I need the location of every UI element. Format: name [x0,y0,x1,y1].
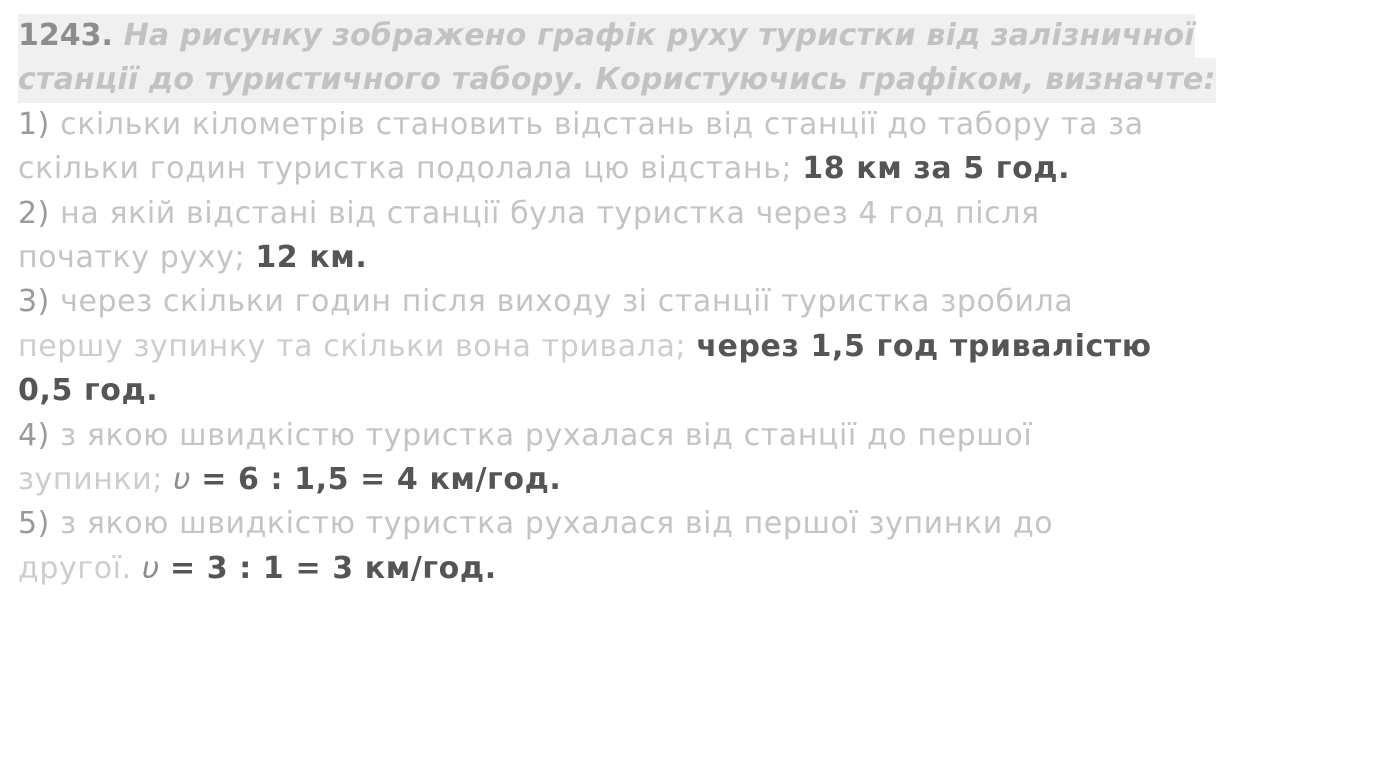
item-1-question-2: скільки годин туристка подолала цю відстань; [18,151,793,187]
item-5-answer: = 3 : 1 = 3 км/год. [169,550,497,586]
item-5-speed-symbol: υ [141,550,160,586]
item-3-question-1: через скільки годин після виходу зі станції туристка зробила [60,284,1074,320]
item-4-answer: = 6 : 1,5 = 4 км/год. [201,461,562,497]
item-3-line-2 [18,325,1372,369]
item-3-line-1 [18,280,1372,324]
item-3-answer: через 1,5 год тривалістю [696,328,1152,364]
exercise-heading-line-1 [18,14,1372,58]
item-4-line-2 [18,458,1372,502]
item-4-question-2: зупинки; [18,461,163,497]
item-1-marker: 1) [18,106,50,142]
item-2-line-1 [18,192,1372,236]
item-5-marker: 5) [18,506,50,542]
item-5-question-2: другої. [18,550,132,586]
item-5-line-1 [18,502,1372,546]
item-2-question-2: початку руху; [18,239,246,275]
item-1-line-2 [18,147,1372,191]
item-3-question-2: першу зупинку та скільки вона тривала; [18,328,687,364]
item-1-question-1: скільки кілометрів становить відстань від станції до табору та за [60,106,1144,142]
exercise-number: 1243. [18,18,113,53]
item-2-line-2 [18,236,1372,280]
item-2-question-1: на якій відстані від станції була туристка через 4 год після [60,195,1040,231]
item-5-line-2 [18,547,1372,591]
item-2-marker: 2) [18,195,50,231]
exercise-block [18,14,1372,591]
heading-text-2: станції до туристичного табору. Користуючись графіком, визначте: [18,58,1216,102]
item-1-line-1 [18,103,1372,147]
item-1-answer: 18 км за 5 год. [802,151,1071,187]
item-3-marker: 3) [18,284,50,320]
heading-text-1: На рисунку зображено графік руху туристки від залізничної [123,18,1195,53]
item-2-answer: 12 км. [255,239,368,275]
item-4-line-1 [18,414,1372,458]
item-4-marker: 4) [18,417,50,453]
exercise-heading-line-2 [18,58,1372,102]
item-4-question-1: з якою швидкістю туристка рухалася від станції до першої [60,417,1033,453]
item-4-speed-symbol: υ [173,461,192,497]
item-3-answer-cont: 0,5 год. [18,373,159,409]
item-5-question-1: з якою швидкістю туристка рухалася від першої зупинки до [60,506,1054,542]
item-3-line-3 [18,369,1372,413]
